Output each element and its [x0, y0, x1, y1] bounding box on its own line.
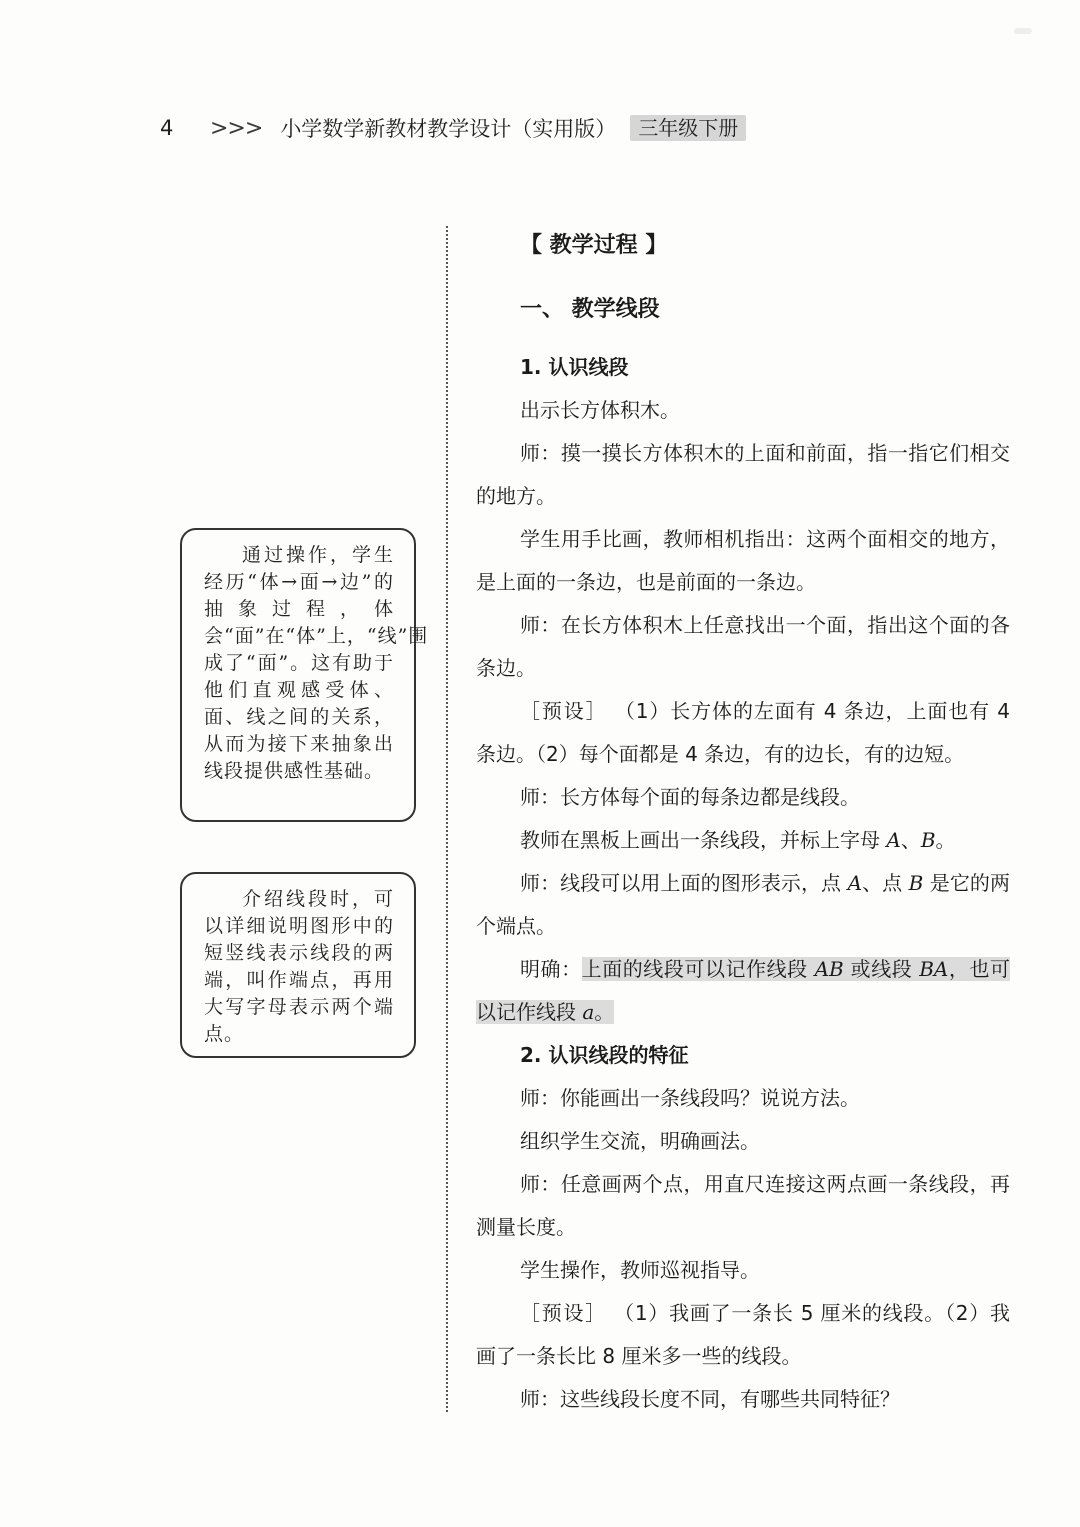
math-point-a: A: [847, 871, 863, 895]
math-ab: AB: [814, 957, 844, 981]
text: 。: [594, 1000, 615, 1024]
paragraph: 师：任意画两个点，用直尺连接这两点画一条线段，再测量长度。: [476, 1172, 1010, 1239]
paragraph-preset: [476, 1292, 1010, 1378]
chevron-right-icon: >>>: [210, 115, 263, 141]
text: 。: [935, 828, 956, 852]
part-title: 一、 教学线段: [520, 297, 660, 322]
section-title: 【 教学过程 】: [520, 233, 668, 258]
paragraph: 学生用手比画，教师相机指出：这两个面相交的地方，是上面的一条边，也是前面的一条边。: [476, 527, 1010, 594]
paragraph: [476, 862, 1010, 948]
text: ，也可以记作线段: [476, 957, 1011, 1024]
text: 或线段: [843, 957, 920, 981]
math-point-b: B: [920, 828, 936, 852]
paragraph-preset: [476, 690, 1010, 776]
corner-mark: [1014, 28, 1032, 34]
side-note-operation: 通过操作，学生经历“体→面→边”的抽象过程，体会“面”在“体”上，“线”围成了“面”。这有助于他们直观感受体、面、线之间的关系，从而为接下来抽象出线段提供感性基础。: [180, 528, 416, 822]
column-divider: [446, 226, 448, 1412]
subheading-recognize-segment: 1. 认识线段: [520, 355, 629, 379]
text: 是它的两个端点。: [476, 871, 1010, 938]
paragraph: 师：你能画出一条线段吗？说说方法。: [520, 1086, 860, 1110]
preset-text: （1）长方体的左面有 4 条边，上面也有 4 条边。（2）每个面都是 4 条边，有的边长，有的边短。: [476, 699, 1011, 766]
paragraph: 师：长方体每个面的每条边都是线段。: [520, 785, 860, 809]
preset-tag: ［预设］: [520, 1301, 607, 1325]
paragraph-conclusion: [476, 948, 1010, 1034]
side-note-endpoints: 介绍线段时，可以详细说明图形中的短竖线表示线段的两端，叫作端点，再用大写字母表示两个端点。: [180, 872, 416, 1058]
text: 师：线段可以用上面的图形表示，点: [520, 871, 848, 895]
paragraph: 师：摸一摸长方体积木的上面和前面，指一指它们相交的地方。: [476, 441, 1010, 508]
text: 上面的线段可以记作线段: [581, 957, 815, 981]
page-number: 4: [160, 116, 174, 140]
grade-badge: 三年级下册: [630, 115, 746, 141]
preset-text: （1）我画了一条长 5 厘米的线段。（2）我画了一条长比 8 厘米多一些的线段。: [476, 1301, 1010, 1368]
paragraph: 组织学生交流，明确画法。: [520, 1129, 760, 1153]
conclusion-lead: 明确：: [520, 957, 582, 981]
paragraph: 学生操作，教师巡视指导。: [520, 1258, 760, 1282]
paragraph: 出示长方体积木。: [520, 398, 680, 422]
text: 、点: [862, 871, 909, 895]
text: 、: [900, 828, 921, 852]
paragraph: [476, 819, 1010, 862]
math-point-b: B: [908, 871, 924, 895]
text: 教师在黑板上画出一条线段，并标上字母: [520, 828, 887, 852]
subheading-segment-features: 2. 认识线段的特征: [520, 1043, 689, 1067]
math-lower-a: a: [582, 1000, 595, 1024]
book-title: 小学数学新教材教学设计（实用版）: [280, 117, 617, 141]
paragraph: 师：在长方体积木上任意找出一个面，指出这个面的各条边。: [476, 613, 1010, 680]
math-ba: BA: [919, 957, 949, 981]
math-point-a: A: [886, 828, 901, 852]
preset-tag: ［预设］: [520, 699, 608, 723]
paragraph: 师：这些线段长度不同，有哪些共同特征？: [520, 1387, 900, 1411]
page-header: [160, 112, 746, 144]
